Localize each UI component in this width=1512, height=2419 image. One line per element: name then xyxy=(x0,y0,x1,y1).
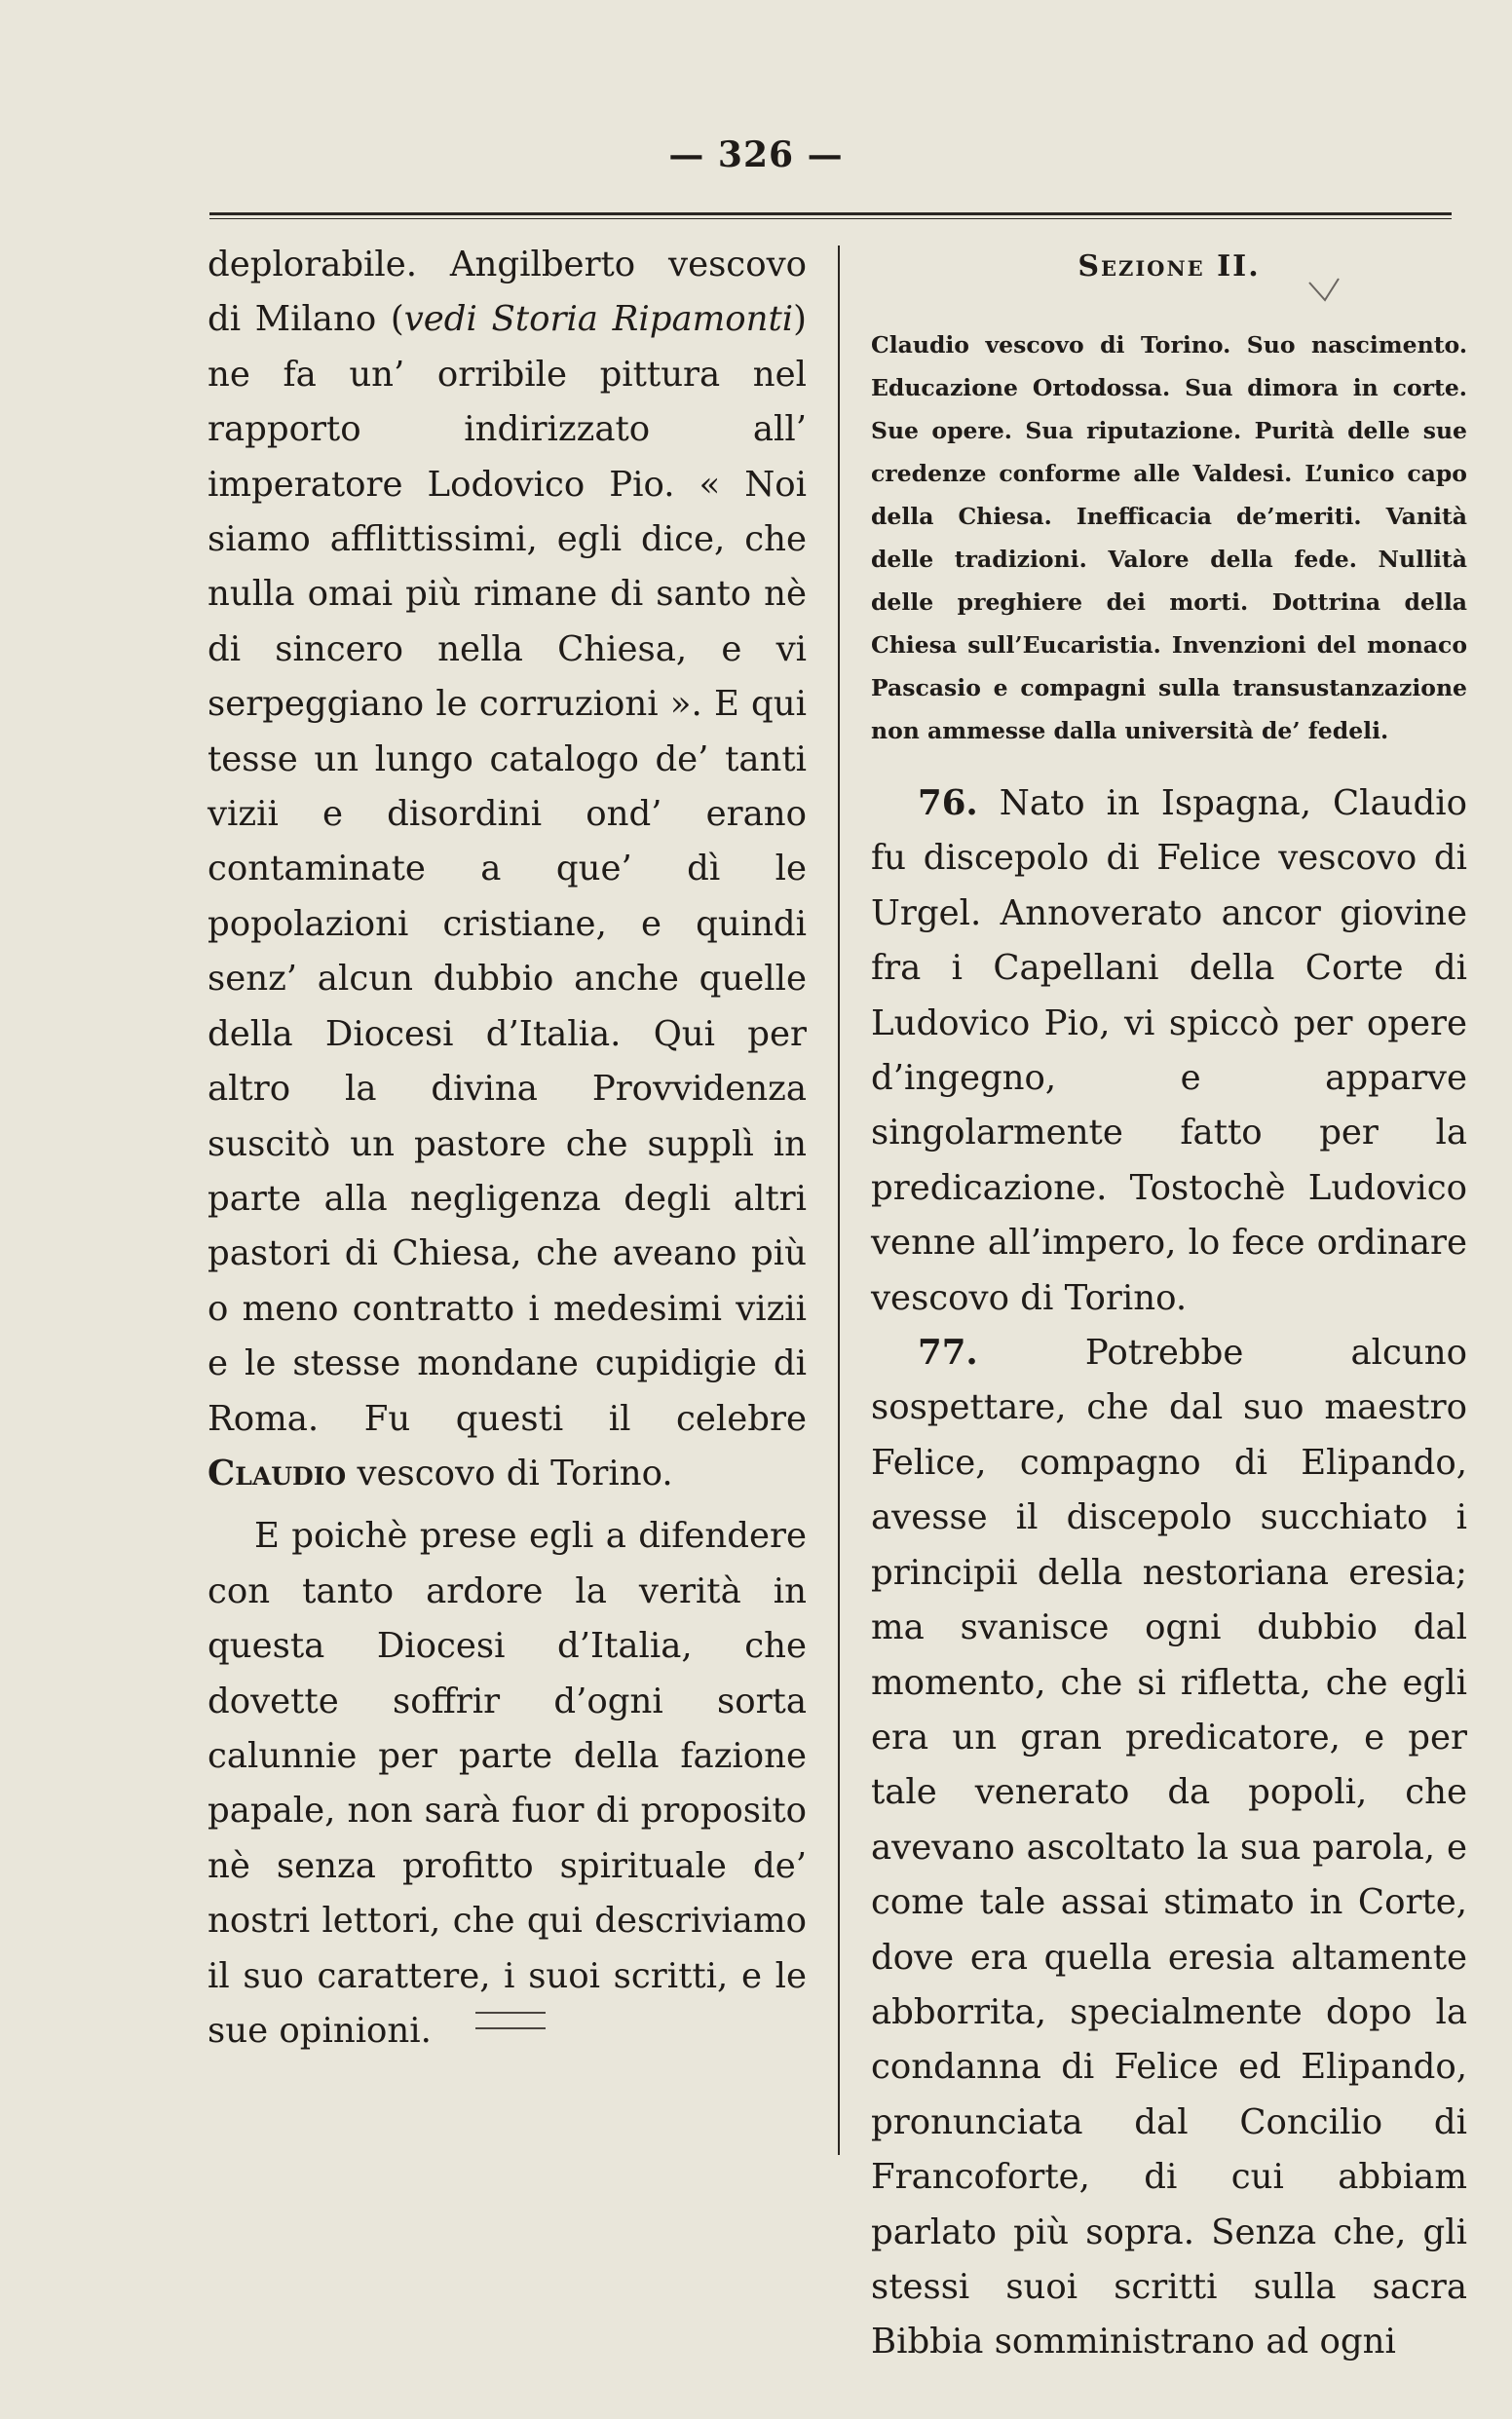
name-claudio: Claudio xyxy=(208,1453,347,1493)
section-summary xyxy=(871,323,1467,752)
left-paragraph-1 xyxy=(208,238,807,1501)
paragraph-76 xyxy=(871,776,1467,1326)
header-rule-thin xyxy=(209,218,1452,219)
text-run: Nato in Ispagna, Claudio fu discepolo di Felice vescovo di Urgel. Annoverato ancor giovine fra i Capellani della Corte di Ludovico Pio, vi spiccò per opere d’ingegno, e apparve singolarmente fatto per la predicazione. Tostochè Ludovico venne all’impero, lo fece ordinare vescovo di Torino. xyxy=(871,783,1467,1318)
text-run: ) ne fa un’ orribile pittura nel rapporto indirizzato all’ imperatore Lodovico Pio. « Noi siamo afflittissimi, egli dice, che nulla omai più rimane di santo nè di sincero nella Chiesa, e vi serpeggiano le corruzioni ». E qui tesse un lungo catalogo de’ tanti vizii e disordini ond’ erano contaminate a que’ dì le popolazioni cristiane, e quindi senz’ alcun dubbio anche quelle della Diocesi d’Italia. Qui per altro la divina Provvidenza suscitò un pastore che supplì in parte alla negligenza degli altri pastori di Chiesa, che aveano più o meno contratto i medesimi vizii e le stesse mondane cupidigie di Roma. Fu questi il celebre xyxy=(208,299,807,1439)
section-end-ornament xyxy=(475,2012,546,2029)
right-column xyxy=(871,776,1467,2370)
pencil-check-mark xyxy=(1305,275,1344,310)
summary-text: Claudio vescovo di Torino. Suo nascimento. Educazione Ortodossa. Sua dimora in corte. Sue opere. Sua riputazione. Purità delle sue credenze conforme alle Valdesi. L’unico capo della Chiesa. Inefficacia de’meriti. Vanità delle tradizioni. Valore della fede. Nullità delle preghiere dei morti. Dottrina della Chiesa sull’Eucaristia. Invenzioni del monaco Pascasio e compagni sulla transustanzazione non ammesse dalla università de’ fedeli. xyxy=(871,331,1467,744)
page-number: — 326 — xyxy=(668,134,844,175)
paragraph-number: 77. xyxy=(918,1333,978,1374)
left-paragraph-2: E poichè prese egli a difendere con tanto ardore la verità in questa Diocesi d’Italia, che dovette soffrir d’ogni sorta calunnie per parte della fazione papale, non sarà fuor di proposito nè senza profitto spirituale de’ nostri lettori, che qui descriviamo il suo carattere, i suoi scritti, e le sue opinioni. xyxy=(208,1516,807,2051)
section-title: Sezione II. xyxy=(1077,249,1261,283)
left-column xyxy=(208,238,807,2059)
text-run: vescovo di Torino. xyxy=(346,1453,673,1493)
paragraph-77 xyxy=(871,1326,1467,2370)
text-run: deplorabile. Angilberto vescovo di Milano ( xyxy=(208,245,807,340)
column-divider xyxy=(838,246,840,2155)
paragraph-number: 76. xyxy=(918,783,978,823)
citation-italic: vedi Storia Ripamonti xyxy=(403,299,794,340)
header-rule xyxy=(209,212,1452,215)
text-run: Potrebbe alcuno sospettare, che dal suo maestro Felice, compagno di Elipando, avesse il discepolo succhiato i principii della nestoriana eresia; ma svanisce ogni dubbio dal momento, che si rifletta, che egli era un gran predicatore, e per tale venerato da popoli, che avevano ascoltato la sua parola, e come tale assai stimato in Corte, dove era quella eresia altamente abborrita, specialmente dopo la condanna di Felice ed Elipando, pronunciata dal Concilio di Francoforte, di cui abbiam parlato più sopra. Senza che, gli stessi suoi scritti sulla sacra Bibbia somministrano ad ogni xyxy=(871,1333,1467,2362)
